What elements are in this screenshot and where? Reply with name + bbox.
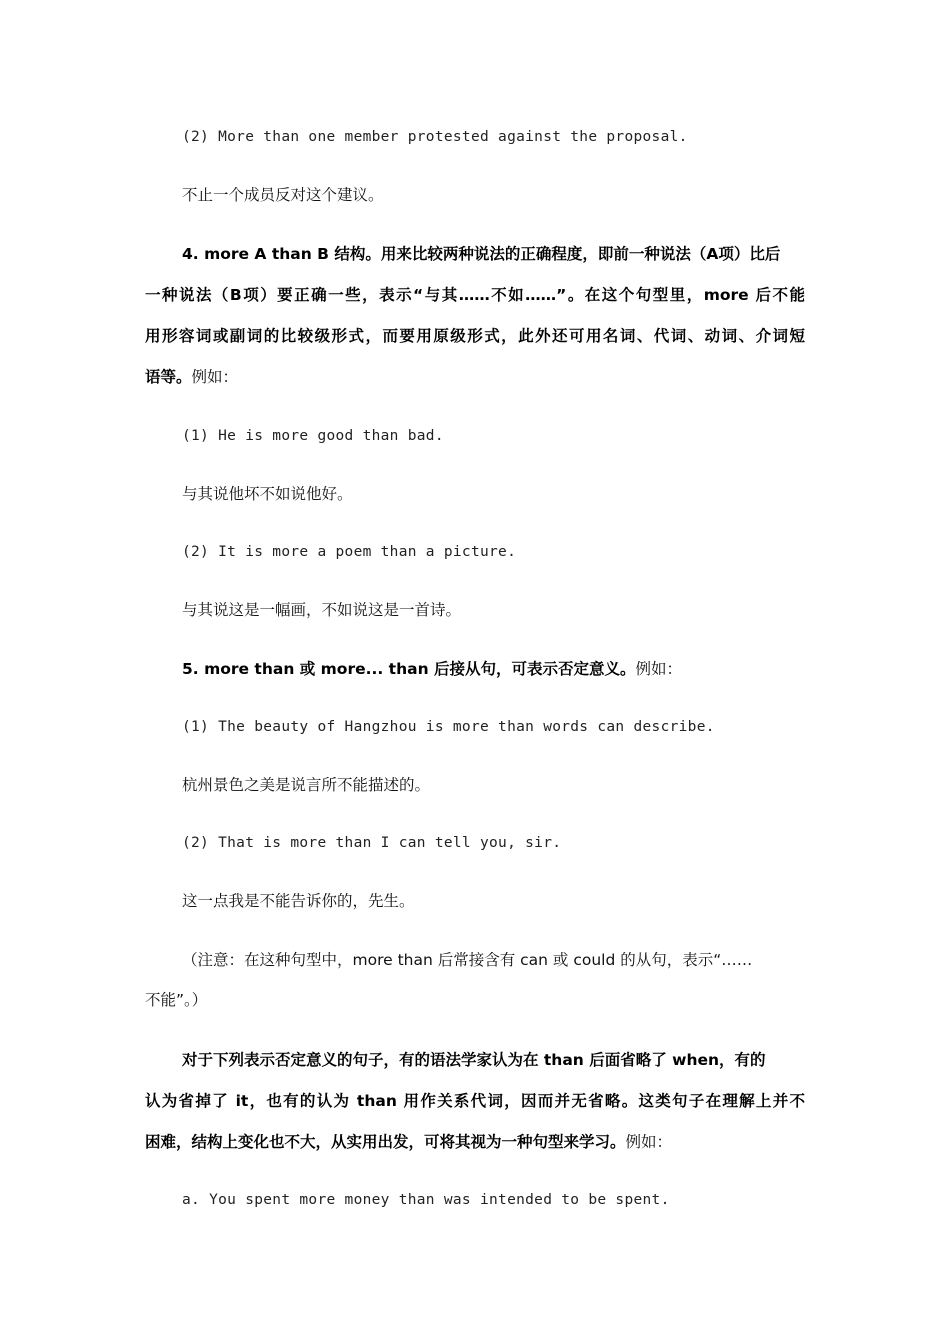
note: （注意：在这种句型中，more than 后常接含有 can 或 could 的从句，表示“……	[182, 951, 753, 969]
rule-text-end	[145, 367, 238, 387]
rule-text: 用形容词或副词的比较级形式，而要用原级形式，此外还可用名词、代词、动词、介词短	[145, 327, 805, 345]
example-lead: 例如：	[625, 1133, 673, 1151]
translation: 与其说他坏不如说他好。	[182, 485, 353, 503]
example-sentence: (2) It is more a poem than a picture.	[182, 544, 517, 560]
example-sentence: a. You spent more money than was intended to be spent.	[182, 1192, 670, 1208]
rule-text-bold: 语等。	[145, 368, 192, 386]
paragraph-end	[145, 1132, 672, 1152]
example-sentence: (1) The beauty of Hangzhou is more than words can describe.	[182, 719, 715, 735]
paragraph: 对于下列表示否定意义的句子，有的语法学家认为在 than 后面省略了 when，有的	[182, 1051, 766, 1069]
paragraph-bold: 困难，结构上变化也不大，从实用出发，可将其视为一种句型来学习。	[145, 1133, 626, 1151]
rule-heading-5	[182, 659, 682, 679]
example-sentence: (2) More than one member protested against the proposal.	[182, 129, 688, 145]
note-end: 不能”。）	[145, 991, 208, 1009]
translation: 与其说这是一幅画，不如说这是一首诗。	[182, 601, 462, 619]
example-sentence: (2) That is more than I can tell you, sir.	[182, 835, 562, 851]
example-lead: 例如：	[635, 660, 683, 678]
paragraph: 认为省掉了 it，也有的认为 than 用作关系代词，因而并无省略。这类句子在理解上并不	[145, 1092, 805, 1110]
example-lead: 例如：	[191, 368, 239, 386]
rule-text: 一种说法（B项）要正确一些，表示“与其……不如……”。在这个句型里，more 后不能	[145, 286, 805, 304]
translation: 不止一个成员反对这个建议。	[182, 186, 384, 204]
rule-heading-4: 4. more A than B 结构。用来比较两种说法的正确程度，即前一种说法（A项）比后	[182, 245, 781, 263]
example-sentence: (1) He is more good than bad.	[182, 428, 444, 444]
translation: 这一点我是不能告诉你的，先生。	[182, 892, 415, 910]
rule-heading-5-bold: 5. more than 或 more... than 后接从句，可表示否定意义。	[182, 660, 636, 678]
translation: 杭州景色之美是说言所不能描述的。	[182, 776, 431, 794]
